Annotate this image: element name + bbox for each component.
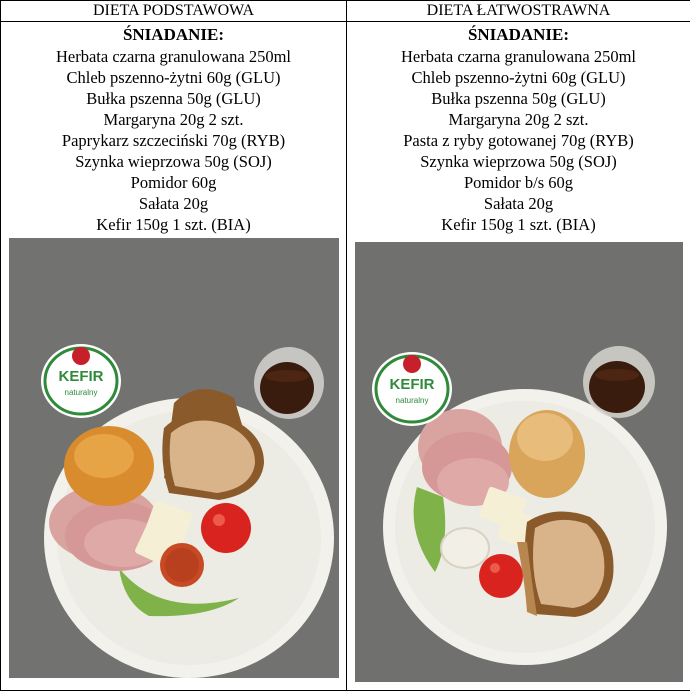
menu-item-list — [347, 46, 690, 235]
svg-text:KEFIR: KEFIR — [59, 368, 104, 385]
column-light — [347, 22, 690, 691]
menu-item: Pomidor 60g — [1, 172, 346, 193]
tomato — [201, 503, 251, 553]
column-header-light: DIETA ŁATWOSTRAWNA — [347, 1, 690, 22]
menu-item-list — [1, 46, 346, 235]
meal-title: ŚNIADANIE: — [1, 24, 346, 46]
menu-item: Kefir 150g 1 szt. (BIA) — [1, 214, 346, 235]
column-header-basic: DIETA PODSTAWOWA — [1, 1, 347, 22]
menu-item: Szynka wieprzowa 50g (SOJ) — [1, 151, 346, 172]
menu-item: Pomidor b/s 60g — [347, 172, 690, 193]
svg-text:naturalny: naturalny — [65, 388, 98, 397]
menu-item: Bułka pszenna 50g (GLU) — [347, 88, 690, 109]
menu-item: Sałata 20g — [347, 193, 690, 214]
menu-item: Margaryna 20g 2 szt. — [347, 109, 690, 130]
menu-item: Herbata czarna granulowana 250ml — [347, 46, 690, 67]
breakfast-tray-photo — [355, 242, 683, 682]
svg-text:KEFIR: KEFIR — [390, 376, 435, 393]
menu-item: Herbata czarna granulowana 250ml — [1, 46, 346, 67]
menu-item: Pasta z ryby gotowanej 70g (RYB) — [347, 130, 690, 151]
menu-item: Sałata 20g — [1, 193, 346, 214]
menu-item: Chleb pszenno-żytni 60g (GLU) — [1, 67, 346, 88]
menu-item: Chleb pszenno-żytni 60g (GLU) — [347, 67, 690, 88]
menu-item: Margaryna 20g 2 szt. — [1, 109, 346, 130]
tomato — [479, 554, 523, 598]
svg-text:naturalny: naturalny — [396, 396, 429, 405]
meal-title: ŚNIADANIE: — [347, 24, 690, 46]
menu-item: Kefir 150g 1 szt. (BIA) — [347, 214, 690, 235]
breakfast-tray-photo — [9, 238, 339, 678]
column-basic — [1, 22, 347, 691]
menu-item: Bułka pszenna 50g (GLU) — [1, 88, 346, 109]
menu-item: Szynka wieprzowa 50g (SOJ) — [347, 151, 690, 172]
menu-item: Paprykarz szczeciński 70g (RYB) — [1, 130, 346, 151]
